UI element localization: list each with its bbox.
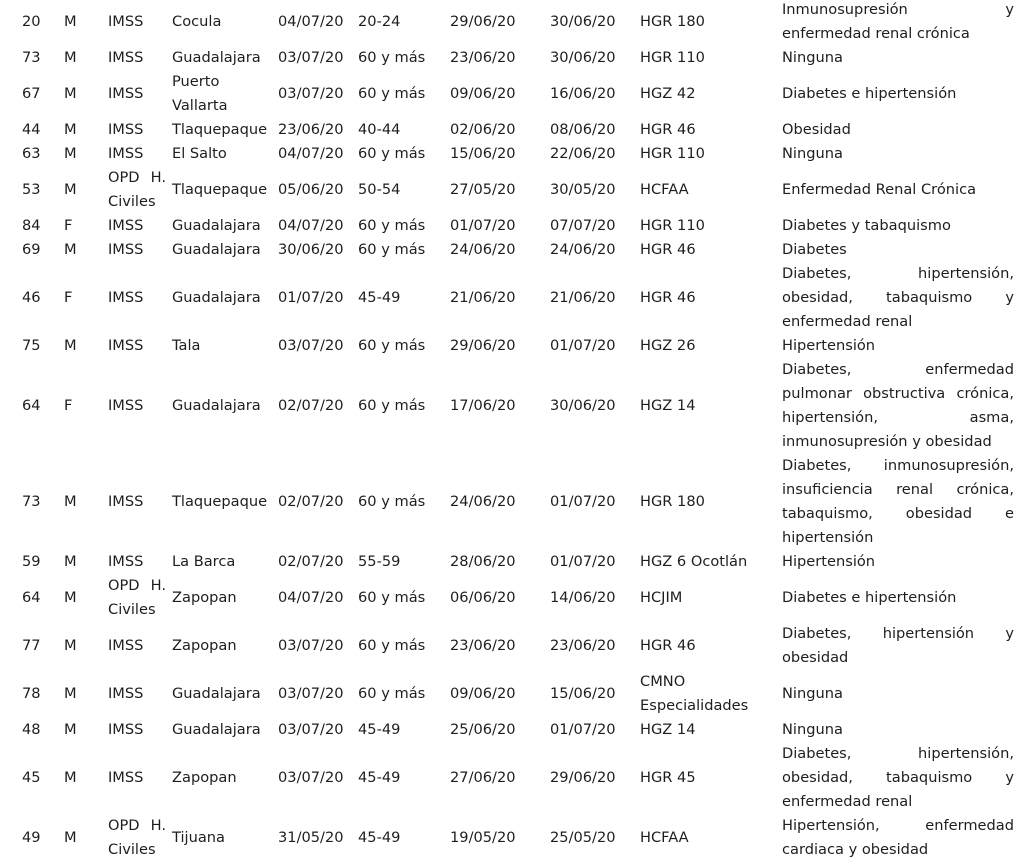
cell-grupo-edad: 40-44 [358, 121, 401, 138]
cell-sexo: M [64, 85, 77, 102]
cell-fecha-confirmacion: 04/07/20 [278, 145, 344, 162]
cell-institucion: IMSS [108, 121, 144, 138]
cell-municipio: Zapopan [172, 769, 237, 786]
cell-sexo: M [64, 121, 77, 138]
cell-edad: 59 [22, 553, 41, 570]
cell-hospital: HGR 46 [640, 241, 696, 258]
cell-municipio: Zapopan [172, 589, 237, 606]
cell-grupo-edad: 60 y más [358, 145, 426, 162]
cell-edad: 45 [22, 769, 41, 786]
cell-hospital: HCFAA [640, 181, 689, 198]
cell-hospital: HGR 110 [640, 145, 705, 162]
cell-fecha-confirmacion: 03/07/20 [278, 85, 344, 102]
cell-institucion [97, 574, 170, 622]
cell-fecha-inicio: 19/05/20 [450, 829, 516, 846]
cell-institucion [97, 166, 170, 214]
cell-fecha-defuncion: 25/05/20 [550, 829, 616, 846]
cell-comorbilidad: Diabetes [782, 241, 847, 258]
cell-comorbilidad: Obesidad [782, 121, 851, 138]
cell-sexo: M [64, 637, 77, 654]
cell-sexo: M [64, 493, 77, 510]
cell-fecha-confirmacion: 05/06/20 [278, 181, 344, 198]
cell-hospital: HCFAA [640, 829, 689, 846]
cell-fecha-inicio: 09/06/20 [450, 85, 516, 102]
cell-fecha-inicio: 29/06/20 [450, 13, 516, 30]
cell-fecha-confirmacion: 04/07/20 [278, 589, 344, 606]
cell-institucion: IMSS [108, 685, 144, 702]
cell-comorbilidad: Diabetes e hipertensión [782, 85, 957, 102]
cell-municipio: Guadalajara [172, 289, 261, 306]
cell-grupo-edad: 45-49 [358, 721, 401, 738]
table-row-6 [0, 214, 1030, 238]
cell-edad: 44 [22, 121, 41, 138]
table-row-4 [0, 142, 1030, 166]
cell-hospital: HGR 46 [640, 289, 696, 306]
cell-grupo-edad: 55-59 [358, 553, 401, 570]
cell-grupo-edad: 60 y más [358, 685, 426, 702]
cell-municipio: Guadalajara [172, 49, 261, 66]
cell-fecha-defuncion: 24/06/20 [550, 241, 616, 258]
cell-edad: 53 [22, 181, 41, 198]
cell-hospital: HGZ 26 [640, 337, 696, 354]
cell-institucion: IMSS [108, 721, 144, 738]
cell-fecha-inicio: 28/06/20 [450, 553, 516, 570]
cell-fecha-inicio: 23/06/20 [450, 637, 516, 654]
cell-edad: 64 [22, 589, 41, 606]
cell-comorbilidad: Diabetes, inmunosupresión, insuficiencia renal crónica, tabaquismo, obesidad e hipertensión [782, 457, 1014, 546]
cell-comorbilidad: Inmunosupresión y enfermedad renal crónica [782, 1, 1014, 42]
cell-edad: 49 [22, 829, 41, 846]
table-row-14 [0, 622, 1030, 670]
cell-hospital: HCJIM [640, 589, 683, 606]
cell-comorbilidad: Ninguna [782, 49, 843, 66]
cell-grupo-edad: 60 y más [358, 589, 426, 606]
cell-municipio: Guadalajara [172, 217, 261, 234]
table-row-2 [0, 70, 1030, 118]
cell-grupo-edad: 60 y más [358, 85, 426, 102]
cell-fecha-inicio: 25/06/20 [450, 721, 516, 738]
cell-fecha-confirmacion: 03/07/20 [278, 685, 344, 702]
cell-grupo-edad: 60 y más [358, 217, 426, 234]
table-row-15 [0, 670, 1030, 718]
cell-fecha-defuncion: 01/07/20 [550, 553, 616, 570]
cell-institucion: IMSS [108, 637, 144, 654]
cell-hospital: HGR 110 [640, 217, 705, 234]
cell-fecha-defuncion: 08/06/20 [550, 121, 616, 138]
cell-comorbilidad: Hipertensión, enfermedad cardiaca y obesidad [782, 817, 1014, 858]
cell-edad: 73 [22, 49, 41, 66]
cell-fecha-confirmacion: 02/07/20 [278, 553, 344, 570]
cell-sexo: M [64, 769, 77, 786]
cell-edad: 48 [22, 721, 41, 738]
cell-grupo-edad: 45-49 [358, 829, 401, 846]
table-row-12 [0, 550, 1030, 574]
cell-fecha-defuncion: 29/06/20 [550, 769, 616, 786]
cell-municipio: La Barca [172, 553, 236, 570]
cell-institucion: IMSS [108, 145, 144, 162]
cell-sexo: M [64, 145, 77, 162]
cell-municipio: Guadalajara [172, 241, 261, 258]
cell-grupo-edad: 60 y más [358, 49, 426, 66]
cell-fecha-confirmacion: 04/07/20 [278, 217, 344, 234]
cell-grupo-edad: 45-49 [358, 289, 401, 306]
cell-institucion: IMSS [108, 289, 144, 306]
cell-comorbilidad: Diabetes y tabaquismo [782, 217, 951, 234]
cell-fecha-defuncion: 01/07/20 [550, 493, 616, 510]
cell-edad: 84 [22, 217, 41, 234]
cell-sexo: F [64, 397, 73, 414]
institucion-label: OPD Civiles [108, 577, 156, 618]
cell-fecha-confirmacion: 03/07/20 [278, 637, 344, 654]
cell-fecha-confirmacion: 02/07/20 [278, 397, 344, 414]
cell-municipio: Guadalajara [172, 397, 261, 414]
cell-sexo: M [64, 181, 77, 198]
cell-edad: 73 [22, 493, 41, 510]
cell-municipio: Guadalajara [172, 721, 261, 738]
table-row-18 [0, 814, 1030, 862]
cell-edad: 63 [22, 145, 41, 162]
cell-fecha-inicio: 02/06/20 [450, 121, 516, 138]
cell-grupo-edad: 60 y más [358, 397, 426, 414]
institucion-h-mark: H. [150, 169, 166, 186]
cell-grupo-edad: 50-54 [358, 181, 401, 198]
cell-sexo: M [64, 49, 77, 66]
cell-comorbilidad: Hipertensión [782, 337, 876, 354]
table-row-16 [0, 718, 1030, 742]
table-row-17 [0, 742, 1030, 814]
cell-institucion: IMSS [108, 397, 144, 414]
cell-institucion: IMSS [108, 493, 144, 510]
cell-hospital: HGR 180 [640, 493, 705, 510]
cell-fecha-inicio: 15/06/20 [450, 145, 516, 162]
table-row-10 [0, 358, 1030, 454]
cell-sexo: M [64, 337, 77, 354]
cell-sexo: F [64, 217, 73, 234]
cell-fecha-confirmacion: 01/07/20 [278, 289, 344, 306]
cell-edad: 75 [22, 337, 41, 354]
cell-fecha-confirmacion: 02/07/20 [278, 493, 344, 510]
cell-edad: 69 [22, 241, 41, 258]
cell-fecha-defuncion: 23/06/20 [550, 637, 616, 654]
cell-institucion: IMSS [108, 241, 144, 258]
table-row-11 [0, 454, 1030, 550]
cell-fecha-defuncion: 30/06/20 [550, 13, 616, 30]
cell-municipio: Tlaquepaque [172, 181, 268, 198]
table-row-7 [0, 238, 1030, 262]
cell-institucion: IMSS [108, 337, 144, 354]
cell-sexo: M [64, 589, 77, 606]
cell-municipio: Guadalajara [172, 685, 261, 702]
cell-comorbilidad: Enfermedad Renal Crónica [782, 181, 977, 198]
cell-grupo-edad: 45-49 [358, 769, 401, 786]
cell-hospital: HGR 46 [640, 121, 696, 138]
cell-fecha-confirmacion: 23/06/20 [278, 121, 344, 138]
cell-institucion: IMSS [108, 49, 144, 66]
institucion-h-mark: H. [150, 577, 166, 594]
cell-comorbilidad: Ninguna [782, 145, 843, 162]
cell-comorbilidad: Ninguna [782, 685, 843, 702]
cell-sexo: M [64, 241, 77, 258]
cell-grupo-edad: 20-24 [358, 13, 401, 30]
cell-municipio: Puerto Vallarta [172, 73, 228, 114]
cell-fecha-defuncion: 30/06/20 [550, 49, 616, 66]
table-row-13 [0, 574, 1030, 622]
cell-institucion: IMSS [108, 553, 144, 570]
institucion-h-mark: H. [150, 817, 166, 834]
cell-fecha-inicio: 21/06/20 [450, 289, 516, 306]
cell-fecha-defuncion: 16/06/20 [550, 85, 616, 102]
table-row-0 [0, 0, 1030, 46]
cell-fecha-inicio: 23/06/20 [450, 49, 516, 66]
cell-fecha-inicio: 01/07/20 [450, 217, 516, 234]
cell-fecha-confirmacion: 03/07/20 [278, 721, 344, 738]
cell-hospital: HGZ 42 [640, 85, 696, 102]
cell-municipio: Tijuana [172, 829, 225, 846]
cell-fecha-confirmacion: 03/07/20 [278, 49, 344, 66]
cell-edad: 46 [22, 289, 41, 306]
cell-hospital: CMNO Especialidades [640, 673, 749, 714]
cell-fecha-defuncion: 07/07/20 [550, 217, 616, 234]
cell-hospital: HGR 180 [640, 13, 705, 30]
cell-municipio: El Salto [172, 145, 227, 162]
cell-comorbilidad: Ninguna [782, 721, 843, 738]
cell-sexo: F [64, 289, 73, 306]
cell-fecha-inicio: 29/06/20 [450, 337, 516, 354]
cell-fecha-inicio: 09/06/20 [450, 685, 516, 702]
cell-hospital: HGZ 6 Ocotlán [640, 553, 748, 570]
table-row-8 [0, 262, 1030, 334]
cell-fecha-defuncion: 15/06/20 [550, 685, 616, 702]
cell-sexo: M [64, 829, 77, 846]
cell-municipio: Tala [172, 337, 201, 354]
cell-edad: 77 [22, 637, 41, 654]
cell-comorbilidad: Hipertensión [782, 553, 876, 570]
cell-fecha-defuncion: 30/05/20 [550, 181, 616, 198]
cell-fecha-inicio: 27/05/20 [450, 181, 516, 198]
cell-hospital: HGZ 14 [640, 397, 696, 414]
cell-institucion: IMSS [108, 13, 144, 30]
cell-grupo-edad: 60 y más [358, 337, 426, 354]
cell-municipio: Cocula [172, 13, 222, 30]
cell-fecha-defuncion: 14/06/20 [550, 589, 616, 606]
cell-fecha-confirmacion: 31/05/20 [278, 829, 344, 846]
cell-comorbilidad: Diabetes, enfermedad pulmonar obstructiva crónica, hipertensión, asma, inmunosupresión y obesidad [782, 361, 1014, 450]
cell-municipio: Tlaquepaque [172, 493, 268, 510]
cell-fecha-confirmacion: 30/06/20 [278, 241, 344, 258]
cell-edad: 67 [22, 85, 41, 102]
cell-municipio: Zapopan [172, 637, 237, 654]
cell-fecha-confirmacion: 03/07/20 [278, 769, 344, 786]
cell-fecha-inicio: 24/06/20 [450, 493, 516, 510]
table-row-5 [0, 166, 1030, 214]
institucion-label: OPD Civiles [108, 817, 156, 858]
cell-fecha-defuncion: 22/06/20 [550, 145, 616, 162]
cell-comorbilidad: Diabetes, hipertensión, obesidad, tabaquismo y enfermedad renal [782, 265, 1014, 330]
cell-comorbilidad: Diabetes, hipertensión y obesidad [782, 625, 1014, 666]
cell-fecha-defuncion: 30/06/20 [550, 397, 616, 414]
cell-fecha-inicio: 27/06/20 [450, 769, 516, 786]
table-row-3 [0, 118, 1030, 142]
cell-fecha-defuncion: 21/06/20 [550, 289, 616, 306]
cell-hospital: HGR 110 [640, 49, 705, 66]
cell-fecha-confirmacion: 04/07/20 [278, 13, 344, 30]
cell-edad: 20 [22, 13, 41, 30]
cell-fecha-inicio: 24/06/20 [450, 241, 516, 258]
cell-fecha-defuncion: 01/07/20 [550, 337, 616, 354]
cell-hospital: HGZ 14 [640, 721, 696, 738]
cell-sexo: M [64, 685, 77, 702]
cell-edad: 64 [22, 397, 41, 414]
cell-institucion: IMSS [108, 85, 144, 102]
cell-institucion [97, 814, 170, 862]
cell-fecha-confirmacion: 03/07/20 [278, 337, 344, 354]
cell-sexo: M [64, 553, 77, 570]
cell-institucion: IMSS [108, 217, 144, 234]
cell-municipio: Tlaquepaque [172, 121, 268, 138]
cell-institucion: IMSS [108, 769, 144, 786]
cell-fecha-defuncion: 01/07/20 [550, 721, 616, 738]
cell-comorbilidad: Diabetes e hipertensión [782, 589, 957, 606]
cell-sexo: M [64, 721, 77, 738]
cell-sexo: M [64, 13, 77, 30]
table-row-9 [0, 334, 1030, 358]
cell-edad: 78 [22, 685, 41, 702]
cell-fecha-inicio: 17/06/20 [450, 397, 516, 414]
cell-grupo-edad: 60 y más [358, 241, 426, 258]
cell-fecha-inicio: 06/06/20 [450, 589, 516, 606]
cell-grupo-edad: 60 y más [358, 493, 426, 510]
cell-comorbilidad: Diabetes, hipertensión, obesidad, tabaquismo y enfermedad renal [782, 745, 1014, 810]
cell-hospital: HGR 45 [640, 769, 696, 786]
institucion-label: OPD Civiles [108, 169, 156, 210]
cell-grupo-edad: 60 y más [358, 637, 426, 654]
cell-hospital: HGR 46 [640, 637, 696, 654]
table-row-1 [0, 46, 1030, 70]
